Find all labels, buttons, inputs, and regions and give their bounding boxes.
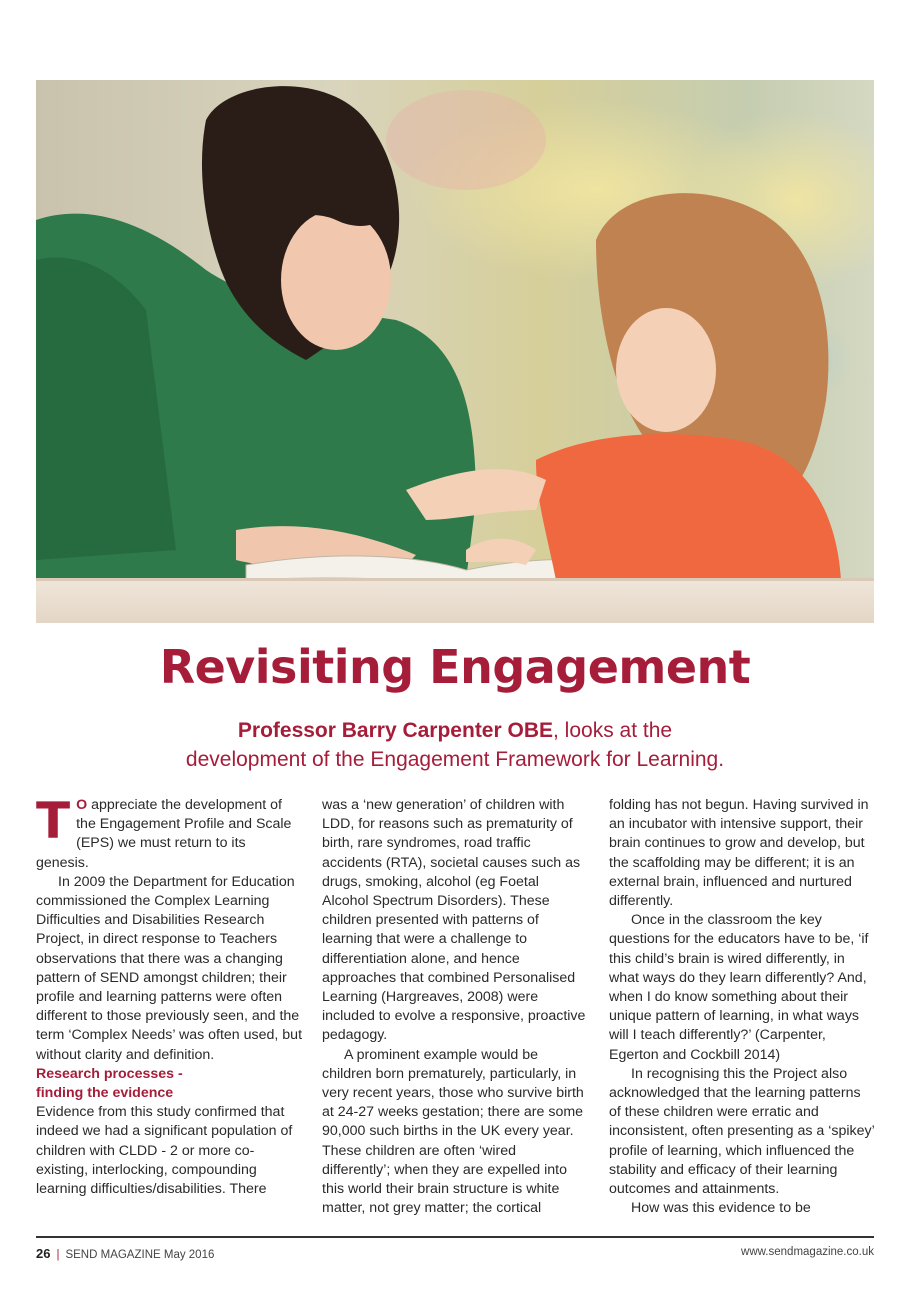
footer-folio <box>36 1246 214 1261</box>
article-standfirst <box>60 716 850 774</box>
footer-website: www.sendmagazine.co.uk <box>741 1246 874 1258</box>
author-name: Professor Barry Carpenter OBE <box>237 719 554 742</box>
hero-photo <box>36 80 874 623</box>
section-heading-line2: finding the evidence <box>36 1085 174 1102</box>
teacher-child-reading-illustration <box>36 80 874 623</box>
folio-separator: | <box>56 1249 60 1261</box>
paragraph: was a ‘new generation’ of children with LDD, for reasons such as prematurity of birth, rare syndromes, road traffic accidents (RTA), societal causes such as drugs, smoking, alcohol (eg Foetal Alcohol Spectrum Disorders). These children presented with patterns of learning that were a challenge to differentiation alone, and hence approaches that combined Personalised Learning (Hargreaves, 2008) were included to evolve a responsive, proactive pedagogy. <box>322 797 586 1044</box>
footer-divider <box>36 1236 874 1238</box>
body-column-2 <box>322 796 588 1218</box>
publication-name: SEND MAGAZINE May 2016 <box>65 1249 215 1261</box>
paragraph: Evidence from this study confirmed that indeed we had a significant population of children with CLDD - 2 or more co-existing, interlocking, compounding learning difficulties/disabilities. There <box>36 1104 293 1198</box>
paragraph <box>36 792 302 873</box>
standfirst-line1: , looks at the <box>553 719 673 742</box>
section-heading <box>36 1065 302 1103</box>
paragraph: How was this evidence to be <box>631 1200 811 1217</box>
body-column-1 <box>36 792 303 1199</box>
page-number: 26 <box>36 1246 51 1261</box>
paragraph: A prominent example would be children born prematurely, particularly, in very recent years, those who survive birth at 24-27 weeks gestation; there are some 90,000 such births in the UK every year. These children are often ‘wired differently’; when they are expelled into this world their brain structure is white matter, not grey matter; the cortical <box>322 1046 584 1217</box>
body-column-3 <box>609 796 875 1218</box>
paragraph: folding has not begun. Having survived in an incubator with intensive support, their brain continues to grow and develop, but the scaffolding may be different; it is an external brain, influenced and nurtured differently. <box>609 797 869 910</box>
section-heading-line1: Research processes - <box>36 1065 183 1082</box>
paragraph: In 2009 the Department for Education commissioned the Complex Learning Difficulties and Disabilities Research Project, in direct response to Teachers observations that there was a changing pattern of SEND amongst children; their profile and learning patterns were often different to those previously seen, and the term ‘Complex Needs’ was often used, but without clarity and definition. <box>36 873 303 1063</box>
paragraph: Once in the classroom the key questions for the educators have to be, ‘if this child’s brain is wired differently, in what ways do they learn differently? And, when I do know something about their unique pattern of learning, in what ways will I teach differently?’ (Carpenter, Egerton and Cockbill 2014) <box>609 912 869 1063</box>
standfirst-line2: development of the Engagement Framework for Learning. <box>185 748 725 771</box>
article-title: Revisiting Engagement <box>159 640 751 694</box>
lead-letter: O <box>76 797 88 813</box>
paragraph: In recognising this the Project also acknowledged that the learning patterns of these children were erratic and inconsistent, often presenting as a ‘spikey’ profile of learning, which influenced the stability and efficacy of their learning outcomes and attainments. <box>609 1065 875 1198</box>
drop-cap: T <box>36 792 71 850</box>
paragraph-text: appreciate the development of the Engagement Profile and Scale (EPS) we must return to its genesis. <box>36 797 292 871</box>
